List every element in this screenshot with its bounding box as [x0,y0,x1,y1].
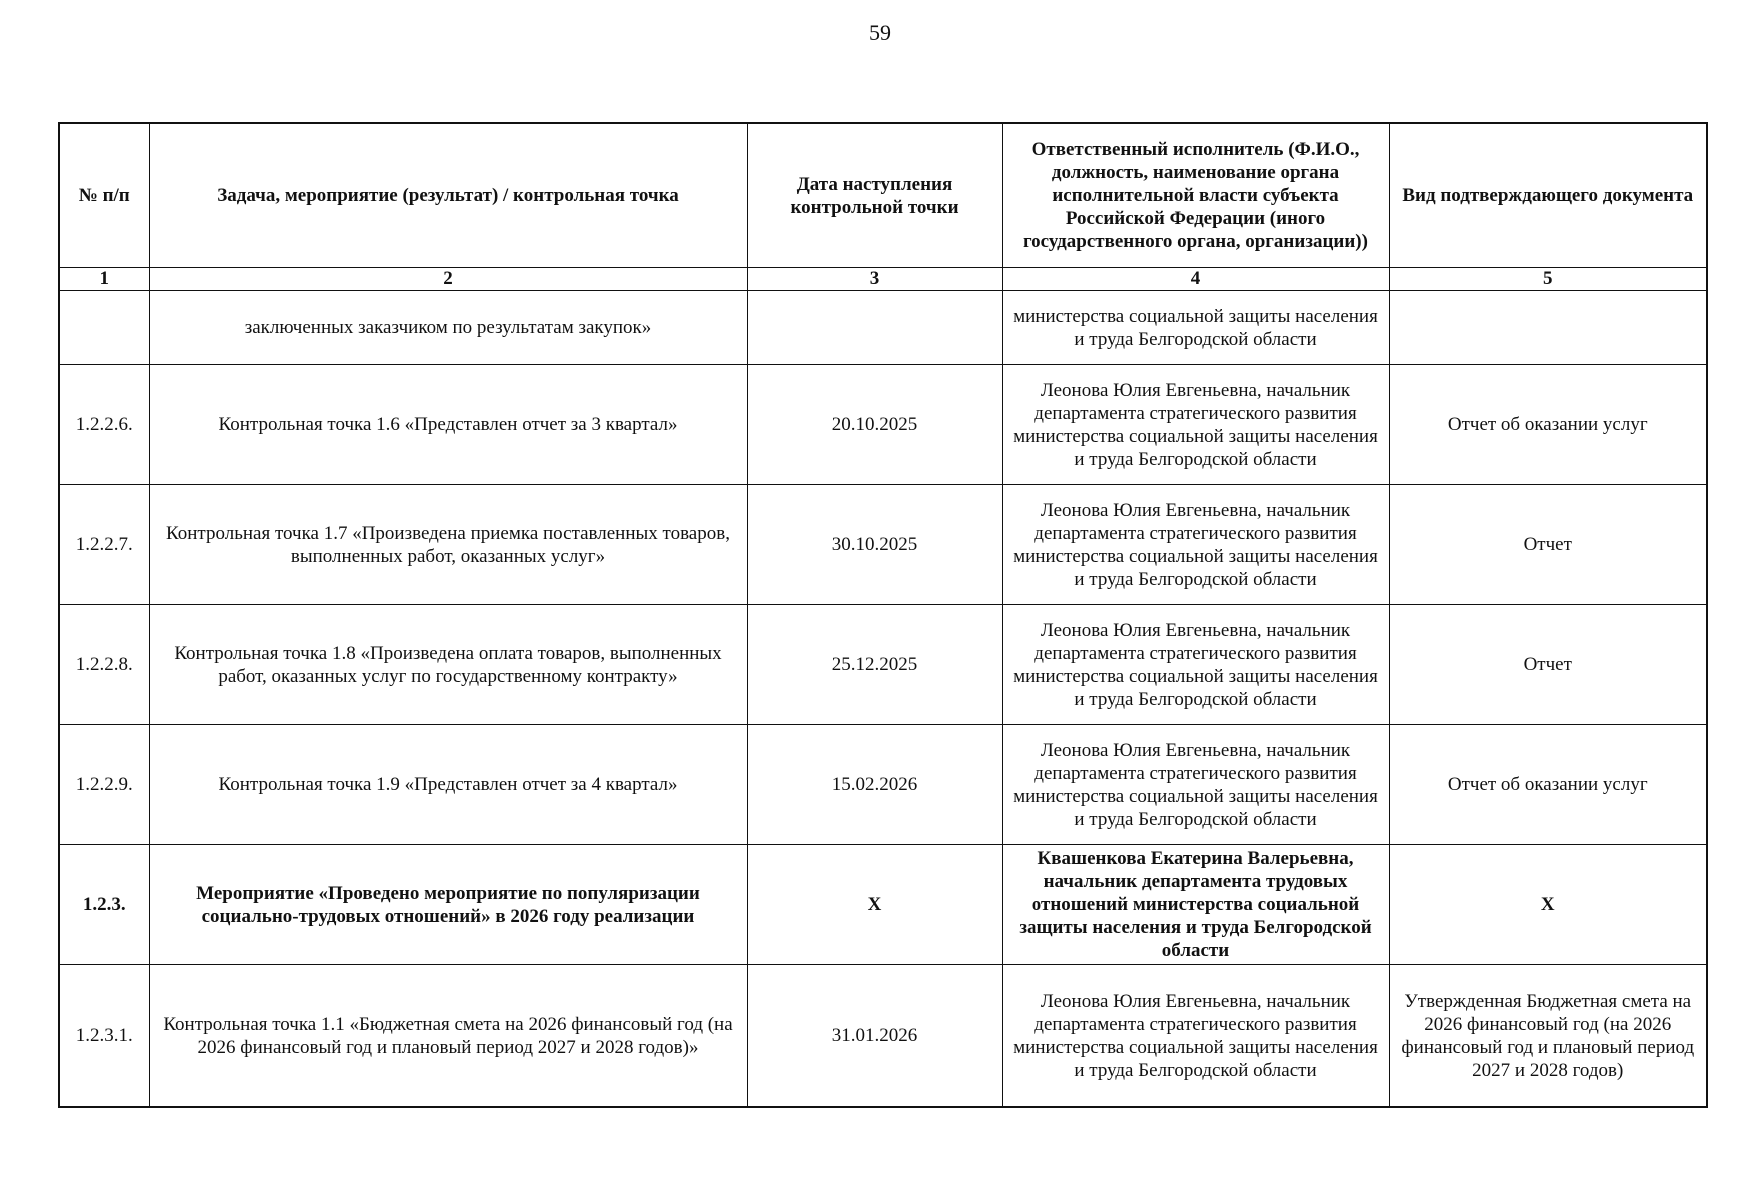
header-num: № п/п [59,123,149,268]
header-task: Задача, мероприятие (результат) / контрольная точка [149,123,747,268]
cell-task: Контрольная точка 1.9 «Представлен отчет за 4 квартал» [149,725,747,845]
header-row [59,123,1707,268]
cell-task: Контрольная точка 1.6 «Представлен отчет за 3 квартал» [149,365,747,485]
column-number: 4 [1002,268,1389,291]
table-row [59,845,1707,965]
cell-num: 1.2.2.8. [59,605,149,725]
cell-date: 15.02.2026 [747,725,1002,845]
cell-num [59,291,149,365]
cell-responsible: министерства социальной защиты населения и труда Белгородской области [1002,291,1389,365]
cell-document: Утвержденная Бюджетная смета на 2026 финансовый год (на 2026 финансовый год и плановый период 2027 и 2028 годов) [1389,965,1707,1108]
cell-document: Отчет об оказании услуг [1389,365,1707,485]
page-number: 59 [869,20,891,45]
cell-date: 25.12.2025 [747,605,1002,725]
cell-date: 30.10.2025 [747,485,1002,605]
cell-date: 20.10.2025 [747,365,1002,485]
column-number: 2 [149,268,747,291]
cell-num: 1.2.3. [59,845,149,965]
header-document: Вид подтверждающего документа [1389,123,1707,268]
cell-document: Х [1389,845,1707,965]
column-number: 3 [747,268,1002,291]
control-points-table [58,122,1708,1108]
cell-responsible: Леонова Юлия Евгеньевна, начальник департамента стратегического развития министерства социальной защиты населения и труда Белгородской области [1002,725,1389,845]
cell-task: Контрольная точка 1.1 «Бюджетная смета на 2026 финансовый год (на 2026 финансовый год и плановый период 2027 и 2028 годов)» [149,965,747,1108]
cell-task: Мероприятие «Проведено мероприятие по популяризации социально-трудовых отношений» в 2026 году реализации [149,845,747,965]
cell-task: Контрольная точка 1.8 «Произведена оплата товаров, выполненных работ, оказанных услуг по государственному контракту» [149,605,747,725]
cell-responsible: Леонова Юлия Евгеньевна, начальник департамента стратегического развития министерства социальной защиты населения и труда Белгородской области [1002,485,1389,605]
cell-num: 1.2.2.7. [59,485,149,605]
cell-document: Отчет об оказании услуг [1389,725,1707,845]
cell-responsible: Леонова Юлия Евгеньевна, начальник департамента стратегического развития министерства социальной защиты населения и труда Белгородской области [1002,965,1389,1108]
cell-task: Контрольная точка 1.7 «Произведена приемка поставленных товаров, выполненных работ, оказанных услуг» [149,485,747,605]
cell-responsible: Леонова Юлия Евгеньевна, начальник департамента стратегического развития министерства социальной защиты населения и труда Белгородской области [1002,365,1389,485]
header-responsible: Ответственный исполнитель (Ф.И.О., должность, наименование органа исполнительной власти субъекта Российской Федерации (иного государственного органа, организации)) [1002,123,1389,268]
table-row [59,291,1707,365]
cell-document [1389,291,1707,365]
cell-num: 1.2.3.1. [59,965,149,1108]
cell-date: 31.01.2026 [747,965,1002,1108]
cell-num: 1.2.2.6. [59,365,149,485]
cell-responsible: Квашенкова Екатерина Валерьевна, начальник департамента трудовых отношений министерства социальной защиты населения и труда Белгородской области [1002,845,1389,965]
cell-task: заключенных заказчиком по результатам закупок» [149,291,747,365]
table-row [59,365,1707,485]
header-date: Дата наступления контрольной точки [747,123,1002,268]
table-row [59,965,1707,1108]
column-number: 1 [59,268,149,291]
column-number: 5 [1389,268,1707,291]
table-row [59,605,1707,725]
table-row [59,485,1707,605]
cell-num: 1.2.2.9. [59,725,149,845]
table-row [59,725,1707,845]
cell-date [747,291,1002,365]
cell-responsible: Леонова Юлия Евгеньевна, начальник департамента стратегического развития министерства социальной защиты населения и труда Белгородской области [1002,605,1389,725]
cell-document: Отчет [1389,485,1707,605]
column-number-row [59,268,1707,291]
cell-document: Отчет [1389,605,1707,725]
cell-date: Х [747,845,1002,965]
